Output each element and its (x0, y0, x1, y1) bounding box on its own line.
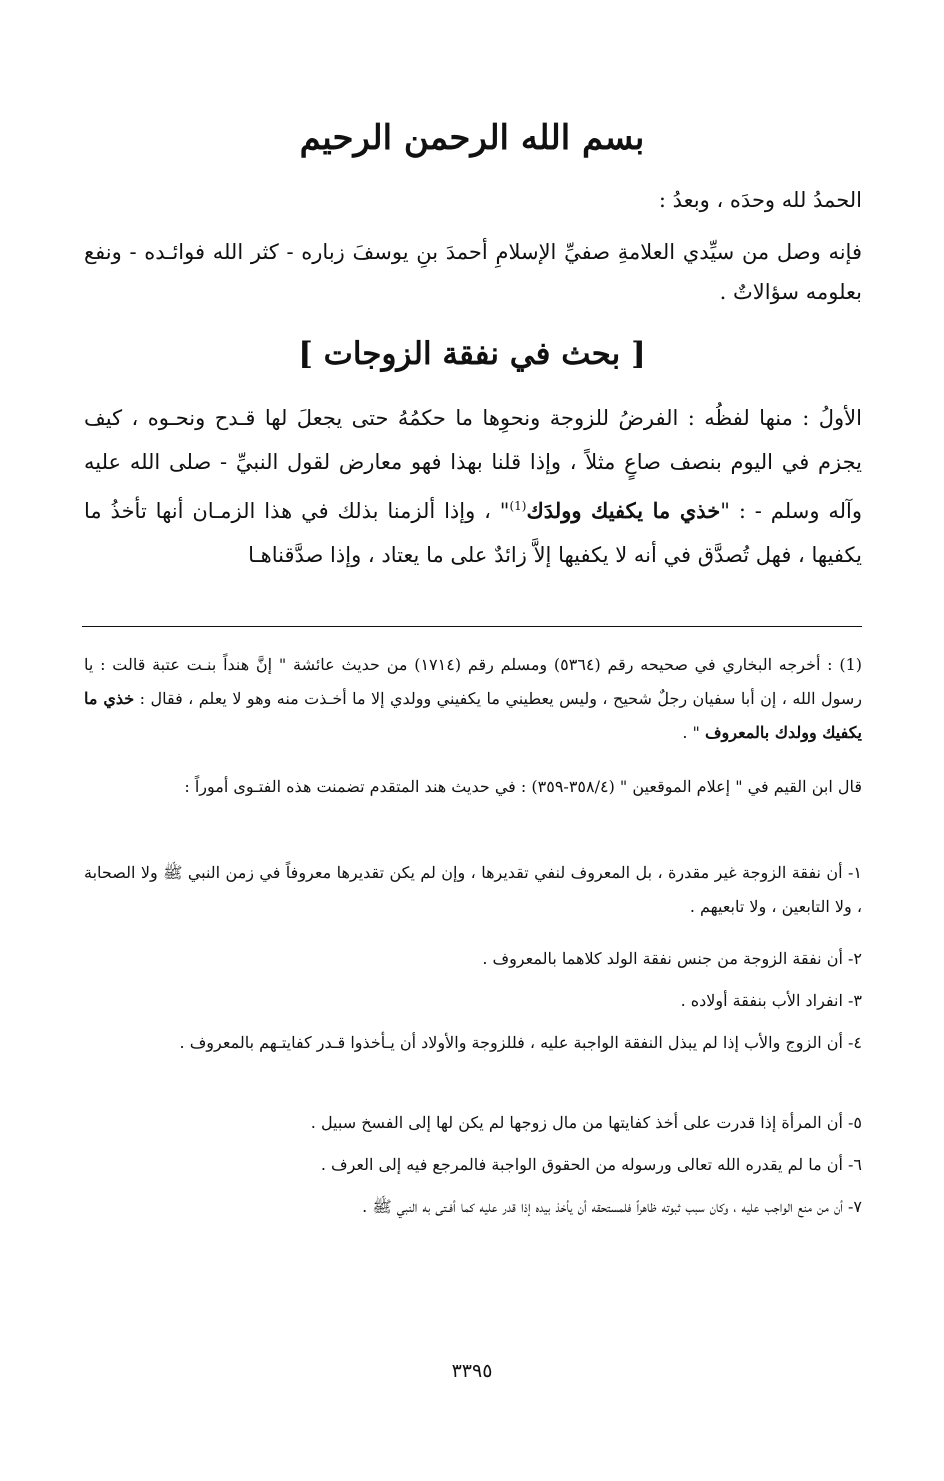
footnote-list-item-4: ٤- أن الزوج والأب إذا لم يبذل النفقة الواجبة عليه ، فللزوجة والأولاد أن يـأخذوا قـدر كفايتـهم بالمعروف . (179, 1033, 862, 1052)
basmala-heading: بسم الله الرحمن الرحيم (299, 118, 645, 158)
hadith-quote: خذي ما يكفيك وولدَك (526, 498, 721, 523)
footnote-list-item-5: ٥- أن المرأة إذا قدرت على أخذ كفايتها من مال زوجها لم يكن لها إلى الفسخ سبيل . (310, 1113, 862, 1132)
footnote-1 (84, 648, 862, 750)
footnote-list-item-1: ١- أن نفقة الزوجة غير مقدرة ، بل المعروف لنفي تقديرها ، وإن لم يكن تقديرها معروفاً في زمن النبي ﷺ ولا الصحابة ، ولا التابعين ، ولا تابعيهم . (84, 863, 862, 916)
footnote-list-item-2: ٢- أن نفقة الزوجة من جنس نفقة الولد كلاهما بالمعروف . (482, 949, 862, 968)
intro-paragraph: فإنه وصل من سيِّدي العلامةِ صفيِّ الإسلامِ أحمدَ بنِ يوسفَ زباره - كثر الله فوائـده - ونفع بعلومه سؤالاتٌ . (84, 240, 862, 304)
page-number: ٣٣٩٥ (451, 1360, 493, 1382)
intro-greeting: الحمدُ لله وحدَه ، وبعدُ : (658, 188, 862, 212)
footnote-list-item-6: ٦- أن ما لم يقدره الله تعالى ورسوله من الحقوق الواجبة فالمرجع فيه إلى العرف . (320, 1155, 862, 1174)
body-text-part2: " ، وإذا ألزمنا بذلك في هذا الزمـان أنها تأخذُ ما يكفيها ، فهل تُصدَّق في أنه لا يكفيها إلاَّ زائدٌ على ما يعتاد ، وإذا صدَّقناهـا (84, 499, 862, 567)
footnote-1-text: (1) : أخرجه البخاري في صحيحه رقم (٥٣٦٤) ومسلم رقم (١٧١٤) من حديث عائشة " إنَّ هنداً بنـت عتبة قالت : يا رسول الله ، إن أبا سفيان رجلٌ شحيح ، وليس يعطيني ما يكفيني وولدي إلا ما أخـذت منه وهو لا يعلم ، فقال : (84, 655, 863, 708)
body-paragraph (84, 396, 862, 577)
footnote-list-item-7: ٧- أن من منع الواجب عليه ، وكان سبب ثبوته ظاهراً فلمستحقه أن يأخذ بيده إذا قدر عليه كما أفـتى به النبي ﷺ . (362, 1197, 862, 1216)
footnote-1-end: " . (682, 723, 700, 742)
ibn-qayyim-note: قال ابن القيم في " إعلام الموقعين " (٣٥٨/٤-٣٥٩) : في حديث هند المتقدم تضمنت هذه الفتـوى أموراً : (184, 777, 862, 796)
footnote-separator (82, 626, 862, 627)
footnote-1-hadith: خذي ما يكفيك وولدك بالمعروف (84, 689, 862, 742)
body-text-part1: الأولُ : منها لفظُه : الفرضُ للزوجة ونحوِها ما حكمُهُ حتى يجعلَ لها قـدح ونحـوه ، كيف يجزم في اليوم بنصف صاعٍ مثلاً ، وإذا قلنا بهذا فهو معارض لقول النبيِّ - صلى الله عليه وآله وسلم - : " (84, 406, 862, 523)
footnote-list-item-3: ٣- انفراد الأب بنفقة أولاده . (680, 991, 862, 1010)
footnote-ref[interactable]: (1) (509, 499, 527, 513)
section-title: [ بحث في نفقة الزوجات ] (298, 336, 646, 372)
